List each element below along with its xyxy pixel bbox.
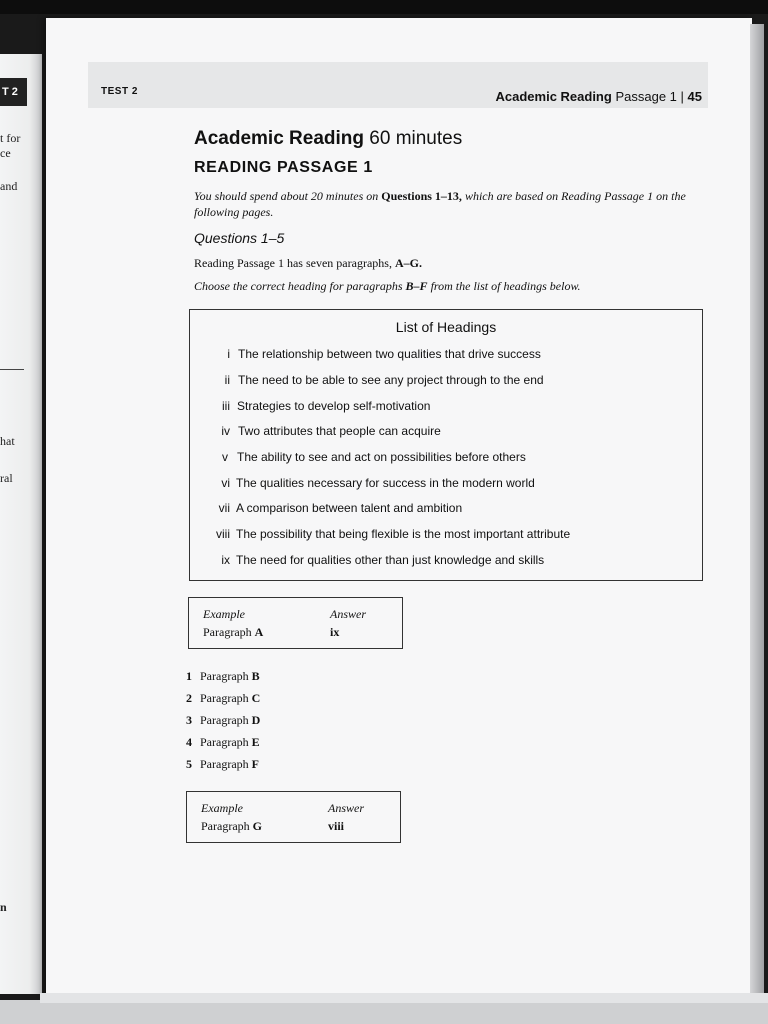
heading-text: Strategies to develop self-motivation — [237, 399, 431, 413]
heading-numeral: iv — [221, 424, 230, 438]
left-page-fragment: ce — [0, 146, 11, 160]
task-instruction — [194, 279, 581, 294]
heading-numeral: ix — [221, 553, 230, 567]
heading-item — [190, 424, 702, 444]
instructions-text: which are based on Reading Passage 1 on the following pages. — [194, 189, 686, 219]
page-number: 45 — [687, 89, 702, 104]
heading-text: The need to be able to see any project through to the end — [238, 373, 544, 387]
passage-heading: READING PASSAGE 1 — [194, 159, 373, 176]
heading-item — [190, 553, 702, 573]
left-page-tab: T 2 — [0, 78, 27, 106]
heading-text: The possibility that being flexible is the most important attribute — [236, 527, 571, 541]
question-number: 2 — [186, 691, 192, 705]
question-paragraph-letter: E — [251, 735, 260, 749]
question-number: 4 — [186, 735, 192, 749]
question-paragraph-word: Paragraph — [200, 691, 249, 705]
example-answer: ix — [330, 625, 340, 639]
test-label: TEST 2 — [101, 86, 138, 97]
page-title — [194, 128, 462, 150]
question-paragraph-letter: B — [251, 669, 260, 683]
question-paragraph-word: Paragraph — [200, 713, 249, 727]
example-paragraph — [203, 625, 263, 640]
question-number: 5 — [186, 757, 192, 771]
question-paragraph-word: Paragraph — [200, 757, 249, 771]
heading-text: The ability to see and act on possibilities before others — [237, 450, 526, 464]
example-paragraph-word: Paragraph — [201, 819, 250, 833]
left-page-fragment: and — [0, 179, 18, 193]
task-range: B–F — [405, 279, 428, 293]
question-item — [186, 691, 260, 706]
example-paragraph-letter: G — [252, 819, 262, 833]
example-box — [186, 791, 401, 843]
task-range: A–G. — [394, 256, 422, 270]
left-page-fragment: ral — [0, 471, 13, 485]
task-text: from the list of headings below. — [427, 279, 581, 293]
example-paragraph — [201, 819, 262, 834]
question-paragraph-word: Paragraph — [200, 735, 249, 749]
task-text: Reading Passage 1 has seven paragraphs, — [194, 256, 395, 270]
heading-numeral: iii — [222, 399, 230, 413]
scan-bottom-edge — [0, 1000, 768, 1024]
example-label: Example — [201, 801, 243, 815]
heading-numeral: i — [227, 347, 230, 361]
running-head-section: Academic Reading — [495, 89, 612, 104]
heading-text: The need for qualities other than just knowledge and skills — [236, 553, 545, 567]
question-item — [186, 757, 259, 772]
heading-text: Two attributes that people can acquire — [238, 424, 441, 438]
heading-item — [190, 476, 702, 496]
heading-item — [190, 347, 702, 367]
instructions — [194, 188, 714, 220]
running-head-separator: | — [680, 89, 684, 104]
question-number: 3 — [186, 713, 192, 727]
left-page-fragment: n — [0, 900, 7, 914]
page-bottom-edge — [40, 993, 768, 1003]
running-head — [496, 89, 703, 104]
example-box — [188, 597, 403, 649]
left-page-fragment: hat — [0, 434, 15, 448]
example-label: Example — [203, 607, 245, 621]
heading-item — [190, 501, 702, 521]
heading-item — [190, 373, 702, 393]
question-paragraph-word: Paragraph — [200, 669, 249, 683]
task-description — [194, 256, 422, 271]
left-page-rule — [0, 369, 24, 370]
page-stack-edge — [750, 24, 764, 998]
question-item — [186, 669, 260, 684]
heading-item — [190, 527, 702, 547]
page-title-main: Academic Reading — [194, 128, 364, 149]
heading-numeral: ii — [224, 373, 230, 387]
question-item — [186, 713, 260, 728]
left-page-fragment: t for — [0, 131, 21, 145]
heading-numeral: v — [222, 450, 228, 464]
heading-text: The qualities necessary for success in the modern world — [236, 476, 535, 490]
example-answer: viii — [328, 819, 345, 833]
example-paragraph-word: Paragraph — [203, 625, 252, 639]
running-head-passage: Passage 1 — [615, 89, 677, 104]
previous-page-edge — [0, 54, 42, 994]
heading-item — [190, 399, 702, 419]
questions-title: Questions 1–5 — [194, 230, 285, 246]
question-number: 1 — [186, 669, 192, 683]
list-of-headings — [189, 309, 703, 581]
heading-text: The relationship between two qualities that drive success — [238, 347, 541, 361]
page-title-duration: 60 minutes — [369, 128, 463, 149]
heading-numeral: vii — [218, 501, 230, 515]
answer-label: Answer — [330, 607, 366, 621]
example-paragraph-letter: A — [254, 625, 264, 639]
instructions-text: You should spend about 20 minutes on — [194, 189, 382, 203]
heading-text: A comparison between talent and ambition — [236, 501, 463, 515]
question-paragraph-letter: F — [251, 757, 259, 771]
answer-label: Answer — [328, 801, 364, 815]
question-item — [186, 735, 260, 750]
question-paragraph-letter: C — [251, 691, 261, 705]
scan-top-shadow — [0, 0, 768, 14]
instructions-questions: Questions 1–13, — [381, 189, 462, 203]
heading-item — [190, 450, 702, 470]
heading-numeral: vi — [221, 476, 230, 490]
task-text: Choose the correct heading for paragraphs — [194, 279, 406, 293]
heading-numeral: viii — [216, 527, 230, 541]
question-paragraph-letter: D — [251, 713, 261, 727]
list-of-headings-title: List of Headings — [395, 319, 497, 335]
